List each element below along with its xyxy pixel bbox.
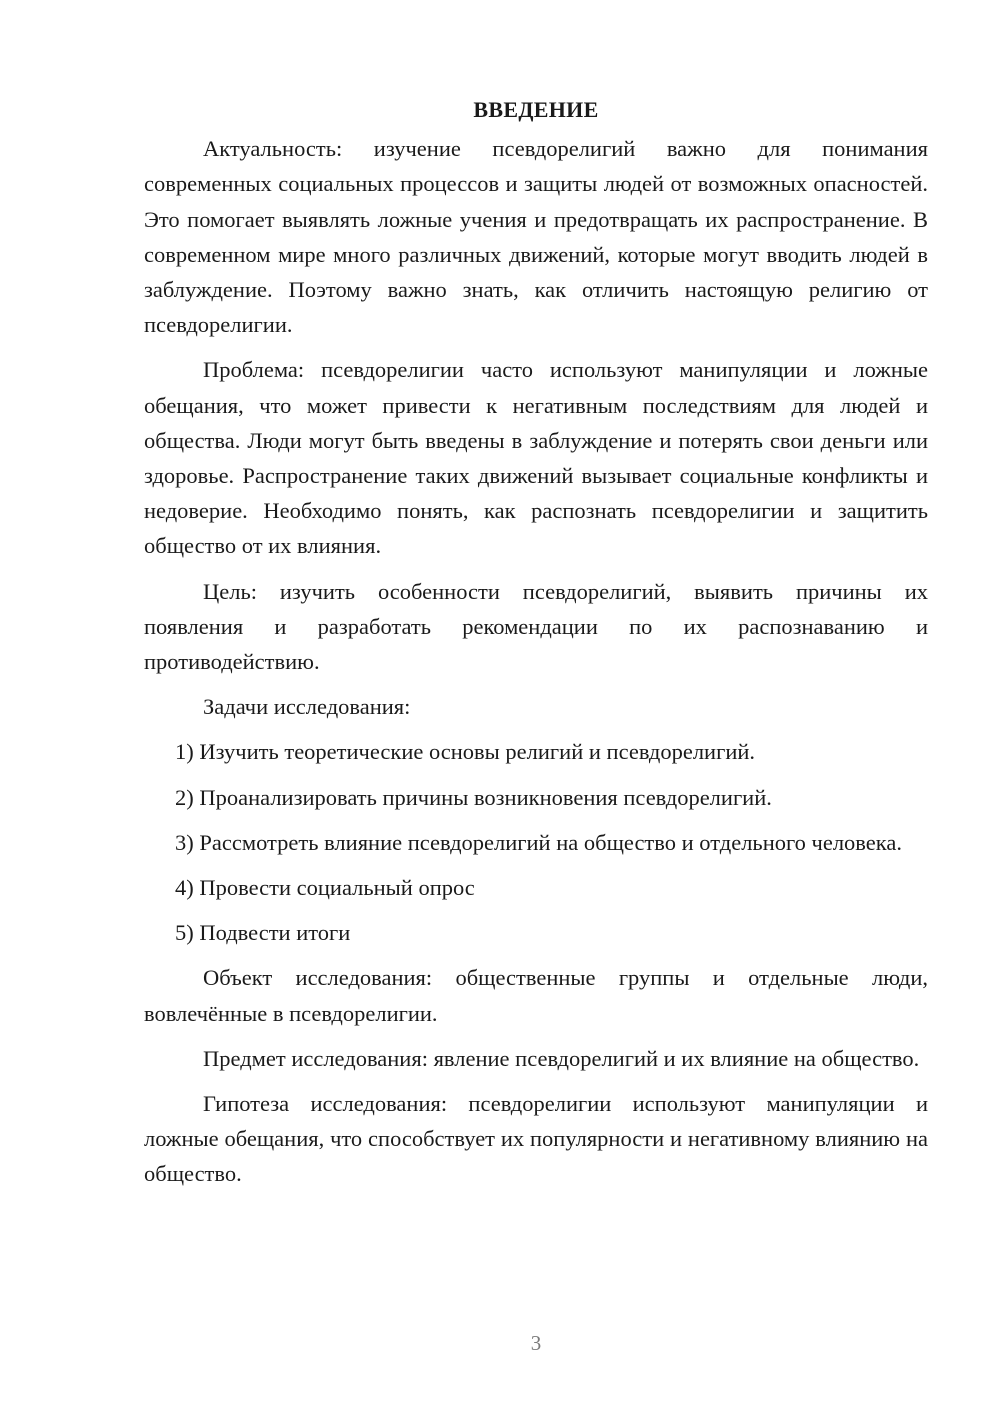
- page-number: 3: [530, 1331, 542, 1355]
- paragraph-subject: Предмет исследования: явление псевдорелигий и их влияние на общество.: [203, 1045, 920, 1071]
- page-title: ВВЕДЕНИЕ: [473, 97, 599, 122]
- task-item-3: 3) Рассмотреть влияние псевдорелигий на общество и отдельного человека.: [175, 829, 902, 855]
- task-item-5: 5) Подвести итоги: [175, 920, 351, 946]
- paragraph-object: Объект исследования: общественные группы и отдельные люди, вовлечённые в псевдорелигии.: [144, 965, 928, 1026]
- task-item-4: 4) Провести социальный опрос: [175, 875, 475, 901]
- paragraph-goal: Цель: изучить особенности псевдорелигий, выявить причины их появления и разработать рекомендации по их распознаванию и противодействию.: [144, 578, 928, 675]
- task-item-2: 2) Проанализировать причины возникновения псевдорелигий.: [175, 784, 772, 810]
- paragraph-problem: Проблема: псевдорелигии часто используют манипуляции и ложные обещания, что может привести к негативным последствиям для людей и общества. Люди могут быть введены в заблуждение и потерять свои деньги или здоровье. Распространение таких движений вызывает социальные конфликты и недоверие. Необходимо понять, как распознать псевдорелигии и защитить общество от их влияния.: [144, 357, 928, 559]
- tasks-heading: Задачи исследования:: [203, 694, 411, 720]
- paragraph-relevance: Актуальность: изучение псевдорелигий важно для понимания современных социальных процессов и защиты людей от возможных опасностей. Это помогает выявлять ложные учения и предотвращать их распространение. В современном мире много различных движений, которые могут вводить людей в заблуждение. Поэтому важно знать, как отличить настоящую религию от псевдорелигии.: [144, 136, 928, 338]
- paragraph-hypothesis: Гипотеза исследования: псевдорелигии используют манипуляции и ложные обещания, что способствует их популярности и негативному влиянию на общество.: [144, 1091, 928, 1187]
- document-page: [144, 92, 928, 1202]
- task-item-1: 1) Изучить теоретические основы религий и псевдорелигий.: [175, 739, 756, 765]
